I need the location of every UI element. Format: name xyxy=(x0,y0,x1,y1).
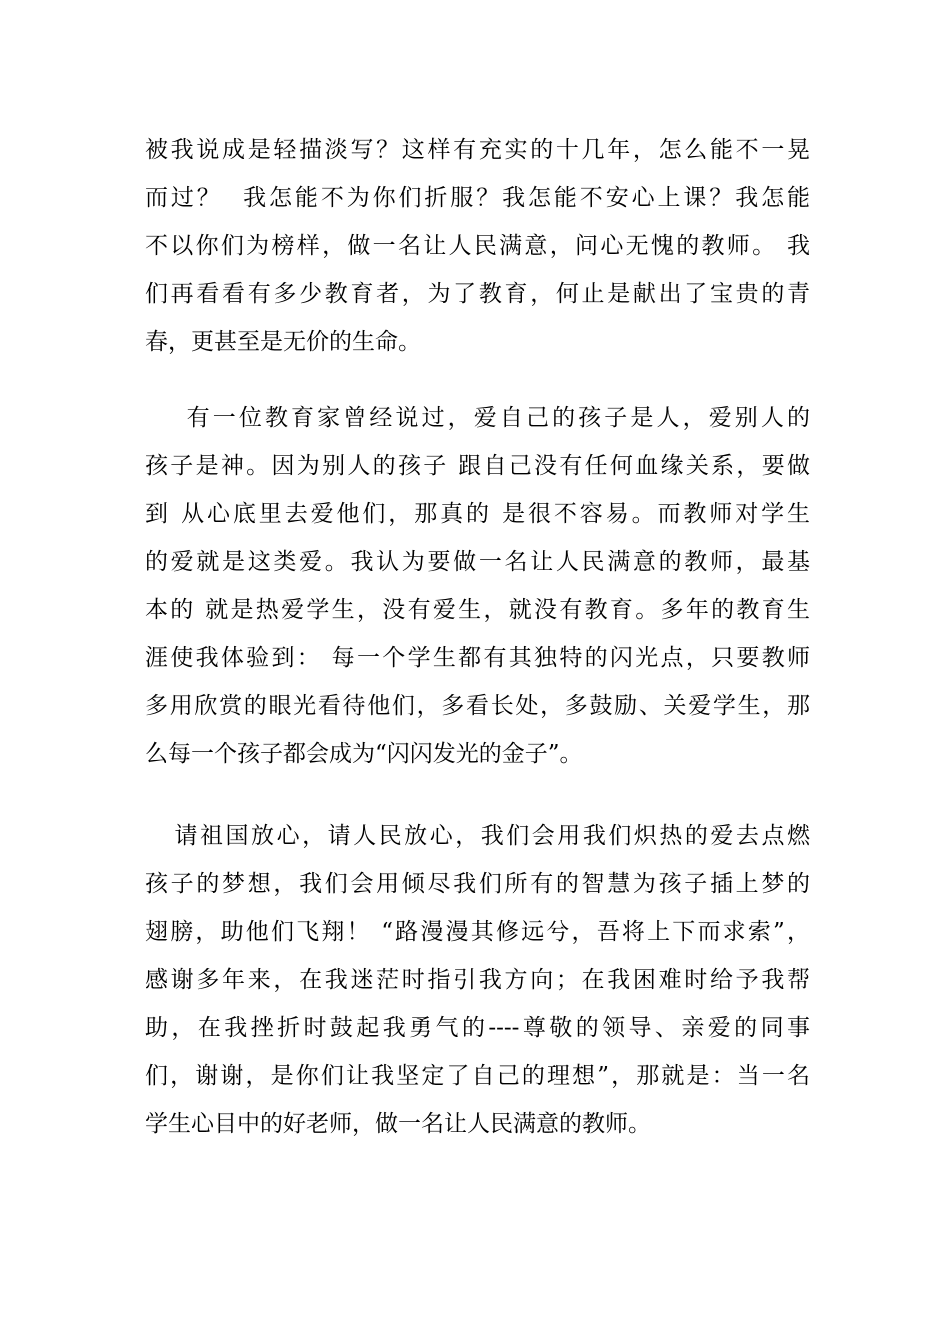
paragraph-2 xyxy=(145,394,810,778)
text-line: 学生心目中的好老师，做一名让人民满意的教师。 xyxy=(145,1111,651,1137)
text-line: 涯使我体验到： 每一个学生都有其独特的闪光点，只要教师 xyxy=(145,645,810,671)
text-line: 多用欣赏的眼光看待他们，多看长处，多鼓励、关爱学生，那 xyxy=(145,693,810,719)
text-line: 助，在我挫折时鼓起我勇气的----尊敬的领导、亲爱的同事 xyxy=(145,1015,810,1041)
text-line: 有一位教育家曾经说过，爱自己的孩子是人，爱别人的 xyxy=(145,405,810,431)
text-line: 请祖国放心，请人民放心，我们会用我们炽热的爱去点燃 xyxy=(145,823,810,849)
text-line: 们，谢谢，是你们让我坚定了自己的理想”，那就是：当一名 xyxy=(145,1063,810,1089)
paragraph-1 xyxy=(145,126,810,366)
text-line: 不以你们为榜样，做一名让人民满意，问心无愧的教师。 我 xyxy=(145,233,810,259)
text-line: 们再看看有多少教育者，为了教育，何止是献出了宝贵的青 xyxy=(145,281,810,307)
text-line: 孩子的梦想，我们会用倾尽我们所有的智慧为孩子插上梦的 xyxy=(145,871,810,897)
paragraph-3 xyxy=(145,812,810,1148)
text-line: 被我说成是轻描淡写？这样有充实的十几年，怎么能不一晃 xyxy=(145,137,810,163)
text-line: 感谢多年来，在我迷茫时指引我方向；在我困难时给予我帮 xyxy=(145,967,810,993)
text-line: 本的 就是热爱学生，没有爱生，就没有教育。多年的教育生 xyxy=(145,597,810,623)
text-line: 春，更甚至是无价的生命。 xyxy=(145,329,421,355)
text-line: 而过？ 我怎能不为你们折服？我怎能不安心上课？我怎能 xyxy=(145,185,810,211)
text-line: 到 从心底里去爱他们，那真的 是很不容易。而教师对学生 xyxy=(145,501,810,527)
text-line: 孩子是神。因为别人的孩子 跟自己没有任何血缘关系，要做 xyxy=(145,453,810,479)
text-line: 的爱就是这类爱。我认为要做一名让人民满意的教师，最基 xyxy=(145,549,810,575)
text-line: 翅膀，助他们飞翔！ “路漫漫其修远兮，吾将上下而求索”， xyxy=(145,919,810,945)
text-line: 么每一个孩子都会成为“闪闪发光的金子”。 xyxy=(145,741,583,767)
